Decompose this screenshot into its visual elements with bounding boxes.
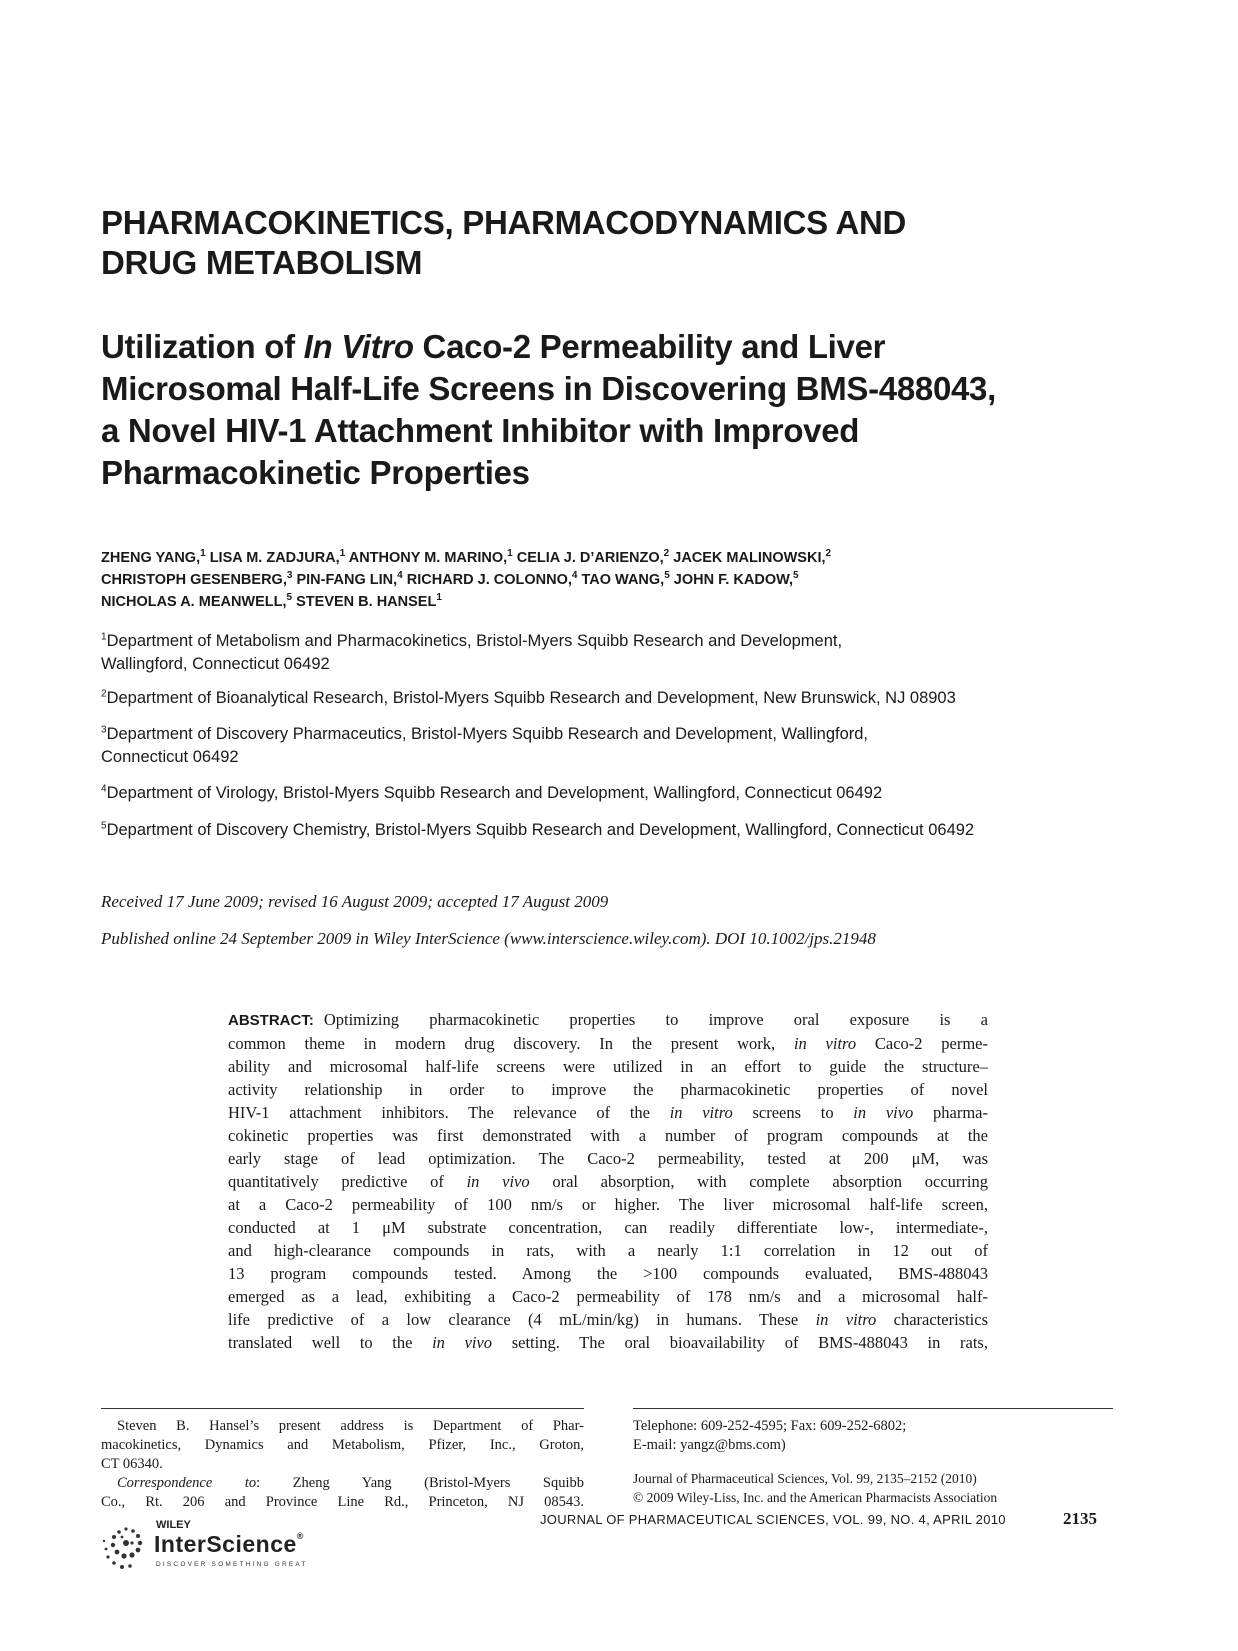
author-name: TAO WANG, xyxy=(581,572,665,588)
author-affiliation-marker: 1 xyxy=(200,548,206,560)
author-line xyxy=(101,591,1161,613)
footnote-line: Journal of Pharmaceutical Sciences, Vol. 99, 2135–2152 (2010) xyxy=(633,1471,977,1486)
registered-mark: ® xyxy=(296,1531,304,1541)
abstract-line: life predictive of a low clearance (4 mL/min/kg) in humans. These in vitro characteristics xyxy=(228,1310,989,1329)
abstract-line: activity relationship in order to improve the pharmacokinetic properties of novel xyxy=(228,1080,988,1099)
author-name: PIN-FANG LIN, xyxy=(296,572,398,588)
author-name: STEVEN B. HANSEL xyxy=(296,594,437,610)
footnote-line: macokinetics, Dynamics and Metabolism, Pfizer, Inc., Groton, xyxy=(101,1437,584,1453)
title-line: Microsomal Half-Life Screens in Discovering BMS-488043, xyxy=(101,370,996,407)
author-name: NICHOLAS A. MEANWELL, xyxy=(101,594,287,610)
title-text: Utilization of xyxy=(101,328,304,365)
author-affiliation-marker: 5 xyxy=(793,570,799,582)
affiliation-marker: 1 xyxy=(101,631,107,643)
affiliation-line: $^1$Department of Metabolism and Pharmacokinetics, Bristol-Myers Squibb Research and Development, xyxy=(101,631,843,650)
abstract-line: emerged as a lead, exhibiting a Caco-2 permeability of 178 nm/s and a microsomal half- xyxy=(228,1287,988,1306)
abstract-line: translated well to the in vivo setting. The oral bioavailability of BMS-488043 in rats, xyxy=(228,1333,988,1352)
title-line: a Novel HIV-1 Attachment Inhibitor with Improved xyxy=(101,412,860,449)
author-name: CHRISTOPH GESENBERG, xyxy=(101,572,287,588)
footnote-line: Co., Rt. 206 and Province Line Rd., Princeton, NJ 08543. xyxy=(101,1494,584,1510)
received-dates: Received 17 June 2009; revised 16 August 2009; accepted 17 August 2009 xyxy=(101,892,609,911)
affiliation-line: $^2$Department of Bioanalytical Research, Bristol-Myers Squibb Research and Development, New Brunswick, NJ 08903 xyxy=(101,688,956,707)
author-line xyxy=(101,547,1161,569)
affiliation-marker: 5 xyxy=(101,820,107,832)
title-line xyxy=(101,326,1151,368)
abstract-label: ABSTRACT: xyxy=(228,1012,314,1029)
author-list xyxy=(101,547,1161,613)
section-heading-line: DRUG METABOLISM xyxy=(101,244,423,281)
author-affiliation-marker: 4 xyxy=(397,570,403,582)
article-title xyxy=(101,326,1151,494)
affiliation-item xyxy=(101,819,1161,842)
author-affiliation-marker: 1 xyxy=(507,548,513,560)
footnote-line: E-mail: yangz@bms.com) xyxy=(633,1437,786,1453)
abstract-line: ability and microsomal half-life screens were utilized in an effort to guide the structure– xyxy=(228,1057,988,1076)
author-affiliation-marker: 4 xyxy=(571,570,578,582)
running-footer: JOURNAL OF PHARMACEUTICAL SCIENCES, VOL. 99, NO. 4, APRIL 2010 xyxy=(540,1512,1006,1527)
wiley-wordmark: WILEY xyxy=(156,1519,191,1531)
affiliation-marker: 3 xyxy=(101,724,107,736)
section-heading-line: PHARMACOKINETICS, PHARMACODYNAMICS AND xyxy=(101,204,907,241)
author-affiliation-marker: 5 xyxy=(286,592,293,604)
section-heading xyxy=(101,203,1101,283)
affiliation-line: $^3$Department of Discovery Pharmaceutics, Bristol-Myers Squibb Research and Development, Wallingford, xyxy=(101,724,869,743)
affiliation-line: $^5$Department of Discovery Chemistry, Bristol-Myers Squibb Research and Development, Wallingford, Connecticut 06492 xyxy=(101,820,975,839)
abstract-line: 13 program compounds tested. Among the >100 compounds evaluated, BMS-488043 xyxy=(228,1264,988,1283)
footnote-divider xyxy=(101,1408,584,1409)
abstract xyxy=(228,1008,988,1354)
author-line xyxy=(101,569,1161,591)
affiliation-marker: 4 xyxy=(101,783,107,795)
author-name: JACEK MALINOWSKI, xyxy=(673,550,826,566)
abstract-line: at a Caco-2 permeability of 100 nm/s or higher. The liver microsomal half-life screen, xyxy=(228,1195,988,1214)
affiliation-line: Wallingford, Connecticut 06492 xyxy=(101,655,330,673)
logo-tagline: DISCOVER SOMETHING GREAT xyxy=(156,1561,308,1568)
footnote-line: Steven B. Hansel’s present address is Department of Phar- xyxy=(117,1418,584,1434)
footnote-line: Correspondence to: Zheng Yang (Bristol-Myers Squibb xyxy=(117,1475,584,1491)
title-line: Pharmacokinetic Properties xyxy=(101,454,530,491)
author-affiliation-marker: 1 xyxy=(339,548,346,560)
affiliation-item xyxy=(101,782,1161,805)
journal-citation xyxy=(633,1469,1113,1507)
abstract-line: quantitatively predictive of in vivo oral absorption, with complete absorption occurring xyxy=(228,1172,988,1191)
interscience-brand: InterScience xyxy=(154,1531,297,1557)
affiliation-line: Connecticut 06492 xyxy=(101,748,239,766)
author-name: ANTHONY M. MARINO, xyxy=(348,550,508,566)
author-name: LISA M. ZADJURA, xyxy=(209,550,340,566)
publication-info: Published online 24 September 2009 in Wiley InterScience (www.interscience.wiley.com). DOI 10.1002/jps.21948 xyxy=(101,929,876,948)
author-name: RICHARD J. COLONNO, xyxy=(406,572,572,588)
author-affiliation-marker: 2 xyxy=(825,548,832,560)
author-affiliation-marker: 1 xyxy=(436,592,442,604)
footnote-contact xyxy=(633,1417,1113,1455)
footnote-line: © 2009 Wiley-Liss, Inc. and the American Pharmacists Association xyxy=(633,1490,998,1505)
affiliation-marker: 2 xyxy=(101,688,107,700)
affiliation-line: $^4$Department of Virology, Bristol-Myers Squibb Research and Development, Wallingford, Connecticut 06492 xyxy=(101,783,883,802)
wiley-interscience-logo xyxy=(100,1519,340,1583)
title-italic-text: In Vitro xyxy=(303,328,414,365)
abstract-line: and high-clearance compounds in rats, with a nearly 1:1 correlation in 12 out of xyxy=(228,1241,988,1260)
author-name: ZHENG YANG, xyxy=(101,550,201,566)
abstract-line: common theme in modern drug discovery. In the present work, in vitro Caco-2 perme- xyxy=(228,1034,989,1053)
footnote-correspondence xyxy=(101,1417,584,1512)
author-name: CELIA J. D’ARIENZO, xyxy=(516,550,664,566)
affiliation-item xyxy=(101,687,1161,710)
affiliation-item xyxy=(101,723,1161,769)
abstract-line: cokinetic properties was first demonstrated with a number of program compounds at the xyxy=(228,1126,988,1145)
abstract-line: ABSTRACT: Optimizing pharmacokinetic properties to improve oral exposure is a xyxy=(228,1010,988,1029)
affiliation-item xyxy=(101,630,1161,676)
footnote-divider xyxy=(633,1408,1113,1409)
author-affiliation-marker: 3 xyxy=(286,570,293,582)
author-affiliation-marker: 2 xyxy=(663,548,670,560)
page-number: 2135 xyxy=(1063,1509,1097,1528)
footnote-line: Telephone: 609-252-4595; Fax: 609-252-6802; xyxy=(633,1418,907,1434)
author-name: JOHN F. KADOW, xyxy=(673,572,794,588)
abstract-line: early stage of lead optimization. The Caco-2 permeability, tested at 200 μM, was xyxy=(228,1149,988,1168)
title-text: Caco-2 Permeability and Liver xyxy=(413,328,886,365)
abstract-line: conducted at 1 μM substrate concentration, can readily differentiate low-, intermediate-, xyxy=(228,1218,988,1237)
footnote-line: CT 06340. xyxy=(101,1456,163,1472)
interscience-wordmark xyxy=(154,1531,304,1558)
author-affiliation-marker: 5 xyxy=(664,570,670,582)
abstract-line: HIV-1 attachment inhibitors. The relevance of the in vitro screens to in vivo pharma- xyxy=(228,1103,988,1122)
